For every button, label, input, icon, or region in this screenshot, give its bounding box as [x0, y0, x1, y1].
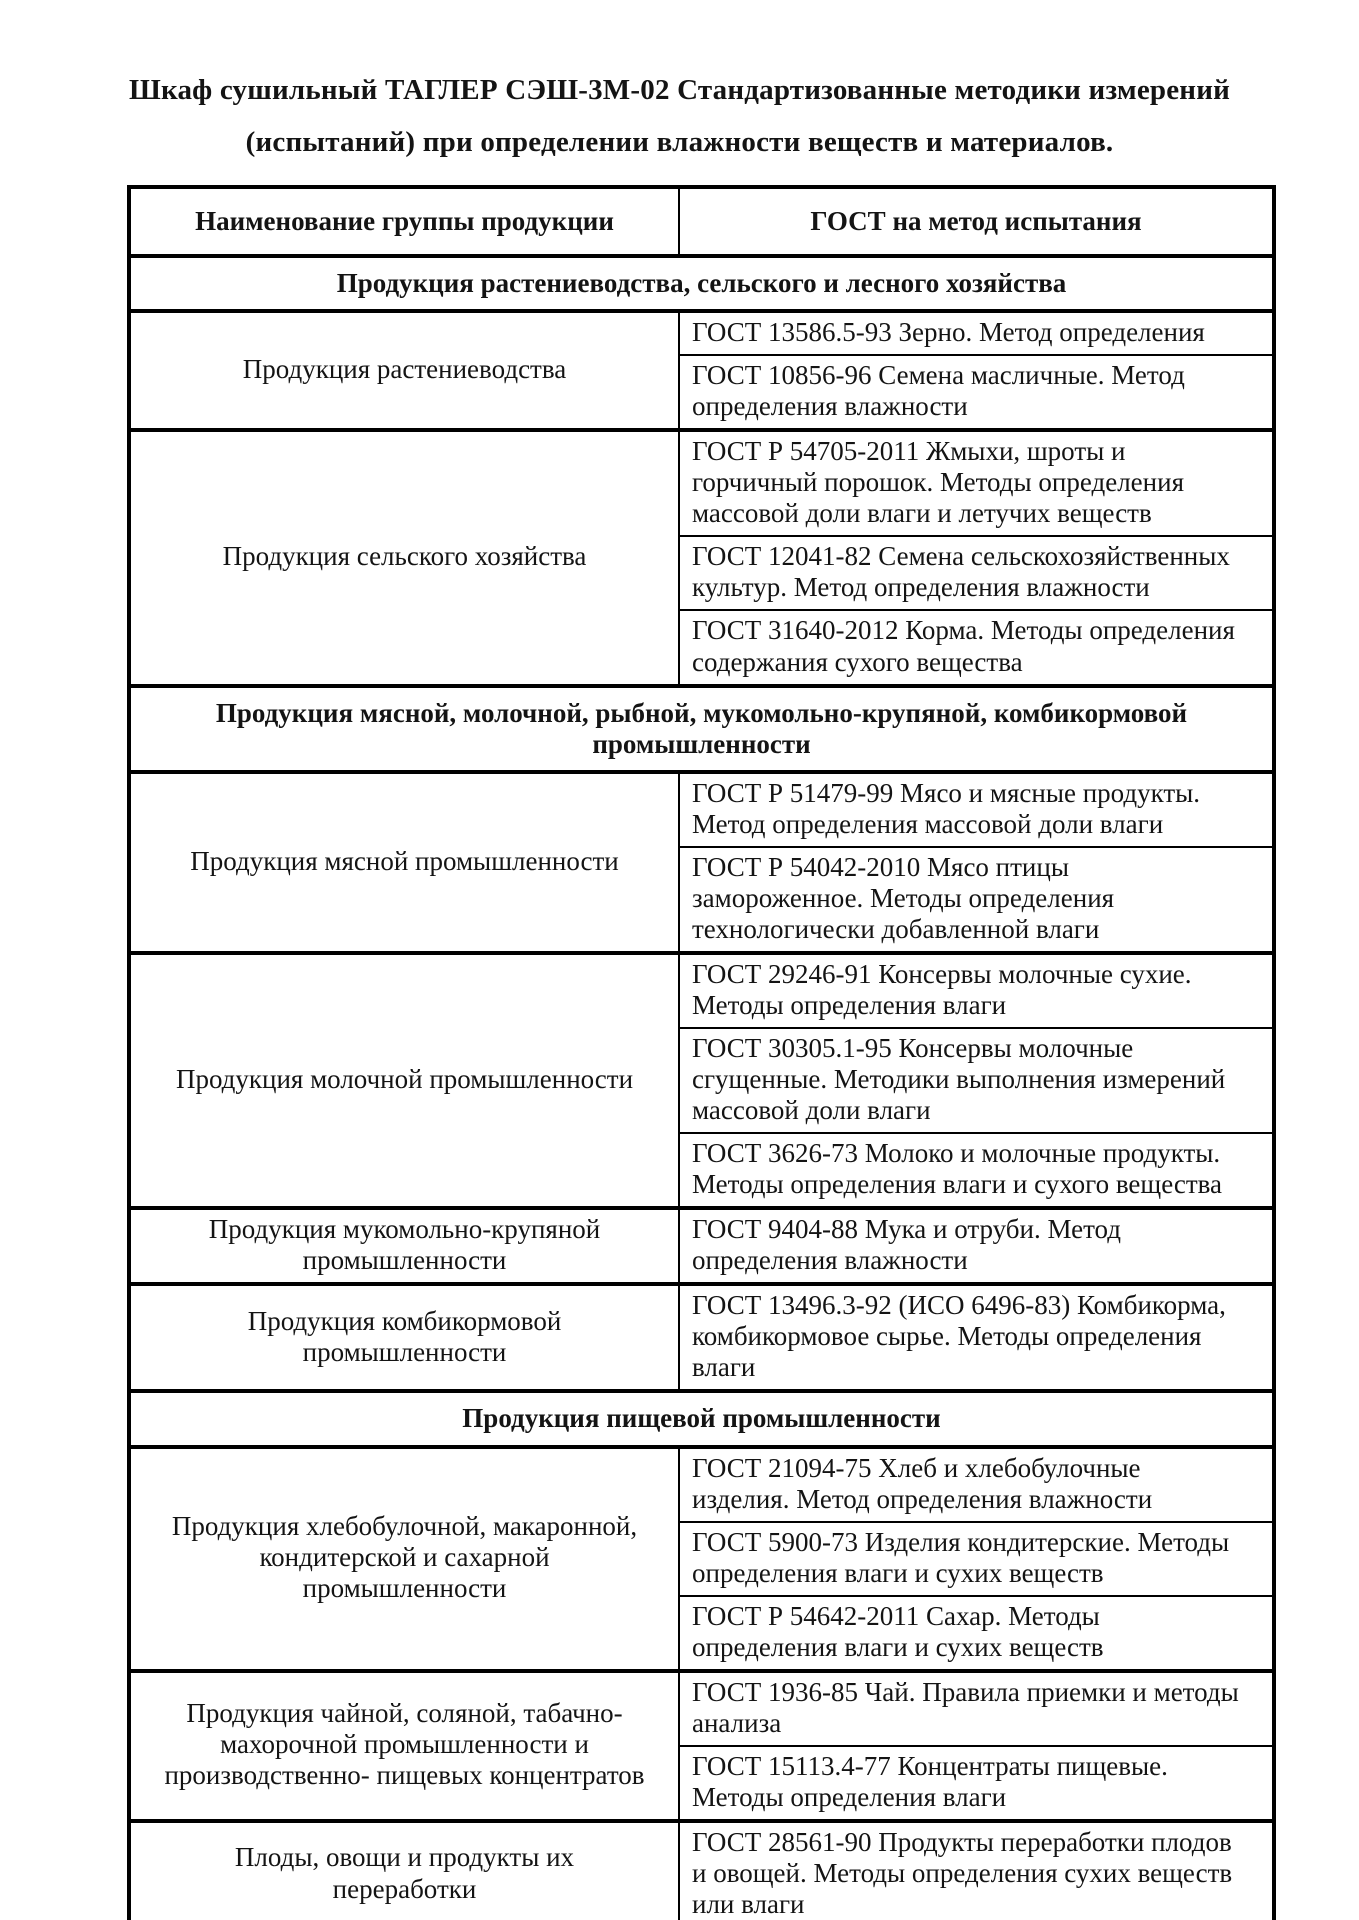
gost-standard-cell: ГОСТ 31640-2012 Корма. Методы определения содержания сухого вещества [679, 610, 1274, 685]
table-row [129, 1671, 1274, 1746]
gost-standard-cell: ГОСТ 13496.3-92 (ИСО 6496-83) Комбикорма, комбикормовое сырье. Методы определения влаги [679, 1284, 1274, 1391]
table-header-row [129, 187, 1274, 256]
gost-standard-cell: ГОСТ 30305.1-95 Консервы молочные сгущенные. Методики выполнения измерений массовой доли влаги [679, 1028, 1274, 1133]
gost-standard-cell: ГОСТ Р 54042-2010 Мясо птицы замороженное. Методы определения технологически добавленной влаги [679, 847, 1274, 953]
gost-standard-cell: ГОСТ Р 54705-2011 Жмыхи, шроты и горчичный порошок. Методы определения массовой доли влаги и летучих веществ [679, 430, 1274, 536]
gost-methods-table [127, 185, 1276, 1920]
table-row [129, 1208, 1274, 1284]
product-group-cell: Продукция мукомольно-крупяной промышленности [129, 1208, 679, 1284]
gost-standard-cell: ГОСТ 10856-96 Семена масличные. Метод определения влажности [679, 355, 1274, 430]
table-container [127, 185, 1359, 1920]
gost-standard-cell: ГОСТ 15113.4-77 Концентраты пищевые. Методы определения влаги [679, 1746, 1274, 1821]
product-group-cell: Продукция хлебобулочной, макаронной, кондитерской и сахарной промышленности [129, 1447, 679, 1671]
product-group-cell: Продукция молочной промышленности [129, 953, 679, 1208]
gost-standard-cell: ГОСТ 29246-91 Консервы молочные сухие. Методы определения влаги [679, 953, 1274, 1028]
product-group-cell: Плоды, овощи и продукты их переработки [129, 1821, 679, 1920]
section-header: Продукция мясной, молочной, рыбной, мукомольно-крупяной, комбикормовой промышленности [129, 686, 1274, 772]
table-row [129, 1284, 1274, 1391]
product-group-cell: Продукция комбикормовой промышленности [129, 1284, 679, 1391]
gost-standard-cell: ГОСТ 12041-82 Семена сельскохозяйственных культур. Метод определения влажности [679, 536, 1274, 610]
section-header: Продукция растениеводства, сельского и лесного хозяйства [129, 256, 1274, 311]
column-header-product-group: Наименование группы продукции [129, 187, 679, 256]
gost-standard-cell: ГОСТ 28561-90 Продукты переработки плодов и овощей. Методы определения сухих веществ или влаги [679, 1821, 1274, 1920]
product-group-cell: Продукция чайной, соляной, табачно-махорочной промышленности и производственно- пищевых концентратов [129, 1671, 679, 1821]
gost-standard-cell: ГОСТ 13586.5-93 Зерно. Метод определения [679, 311, 1274, 355]
gost-standard-cell: ГОСТ 21094-75 Хлеб и хлебобулочные изделия. Метод определения влажности [679, 1447, 1274, 1522]
document-title-line-1: Шкаф сушильный ТАГЛЕР СЭШ-3М-02 Стандартизованные методики измерений [128, 74, 1231, 106]
column-header-gost-method: ГОСТ на метод испытания [679, 187, 1274, 256]
table-row [129, 1821, 1274, 1920]
table-row [129, 953, 1274, 1028]
table-row [129, 1447, 1274, 1522]
product-group-cell: Продукция мясной промышленности [129, 772, 679, 953]
section-header-row [129, 256, 1274, 311]
document-title-line-2: (испытаний) при определении влажности веществ и материалов. [245, 126, 1114, 158]
table-row [129, 311, 1274, 355]
gost-standard-cell: ГОСТ 9404-88 Мука и отруби. Метод определения влажности [679, 1208, 1274, 1284]
gost-standard-cell: ГОСТ Р 54642-2011 Сахар. Методы определения влаги и сухих веществ [679, 1596, 1274, 1671]
table-row [129, 430, 1274, 536]
gost-standard-cell: ГОСТ Р 51479-99 Мясо и мясные продукты. Метод определения массовой доли влаги [679, 772, 1274, 847]
gost-standard-cell: ГОСТ 1936-85 Чай. Правила приемки и методы анализа [679, 1671, 1274, 1746]
section-header: Продукция пищевой промышленности [129, 1391, 1274, 1446]
table-row [129, 772, 1274, 847]
product-group-cell: Продукция сельского хозяйства [129, 430, 679, 685]
document-title [0, 0, 1359, 168]
section-header-row [129, 1391, 1274, 1446]
gost-standard-cell: ГОСТ 5900-73 Изделия кондитерские. Методы определения влаги и сухих веществ [679, 1522, 1274, 1596]
gost-standard-cell: ГОСТ 3626-73 Молоко и молочные продукты. Методы определения влаги и сухого вещества [679, 1133, 1274, 1208]
product-group-cell: Продукция растениеводства [129, 311, 679, 430]
section-header-row [129, 686, 1274, 772]
